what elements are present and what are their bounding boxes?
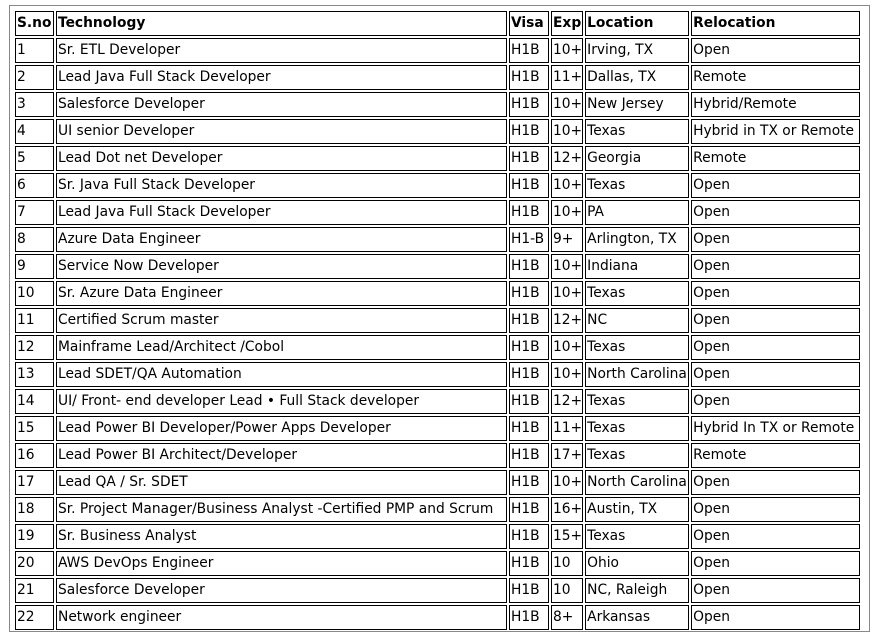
cell-sno: 7 xyxy=(15,200,54,225)
cell-technology: AWS DevOps Engineer xyxy=(56,551,507,576)
cell-sno: 5 xyxy=(15,146,54,171)
cell-exp: 10+ xyxy=(551,281,583,306)
cell-technology: Lead Power BI Architect/Developer xyxy=(56,443,507,468)
cell-relocation: Open xyxy=(691,281,860,306)
cell-technology: Lead SDET/QA Automation xyxy=(56,362,507,387)
cell-relocation: Remote xyxy=(691,443,860,468)
requirements-table-frame xyxy=(9,5,870,632)
cell-exp: 12+ xyxy=(551,389,583,414)
cell-relocation: Open xyxy=(691,389,860,414)
cell-location: Indiana xyxy=(585,254,689,279)
table-row xyxy=(15,200,860,225)
cell-visa: H1B xyxy=(509,146,549,171)
table-row xyxy=(15,470,860,495)
cell-location: North Carolina xyxy=(585,362,689,387)
table-row xyxy=(15,173,860,198)
cell-exp: 12+ xyxy=(551,308,583,333)
cell-exp: 10+ xyxy=(551,470,583,495)
table-row xyxy=(15,362,860,387)
table-row xyxy=(15,227,860,252)
cell-location: New Jersey xyxy=(585,92,689,117)
table-row xyxy=(15,65,860,90)
cell-exp: 10+ xyxy=(551,200,583,225)
cell-location: Texas xyxy=(585,389,689,414)
cell-visa: H1B xyxy=(509,605,549,630)
cell-sno: 11 xyxy=(15,308,54,333)
cell-sno: 10 xyxy=(15,281,54,306)
cell-technology: Network engineer xyxy=(56,605,507,630)
cell-technology: Lead Dot net Developer xyxy=(56,146,507,171)
cell-technology: Sr. Project Manager/Business Analyst -Certified PMP and Scrum xyxy=(56,497,507,522)
cell-exp: 10+ xyxy=(551,335,583,360)
cell-visa: H1B xyxy=(509,362,549,387)
cell-exp: 10+ xyxy=(551,173,583,198)
cell-exp: 8+ xyxy=(551,605,583,630)
cell-technology: Sr. ETL Developer xyxy=(56,38,507,63)
cell-location: Ohio xyxy=(585,551,689,576)
cell-location: Irving, TX xyxy=(585,38,689,63)
cell-relocation: Remote xyxy=(691,146,860,171)
table-row xyxy=(15,605,860,630)
cell-visa: H1B xyxy=(509,173,549,198)
table-row xyxy=(15,281,860,306)
cell-location: PA xyxy=(585,200,689,225)
cell-technology: Service Now Developer xyxy=(56,254,507,279)
cell-sno: 19 xyxy=(15,524,54,549)
cell-visa: H1B xyxy=(509,92,549,117)
cell-technology: Lead Java Full Stack Developer xyxy=(56,65,507,90)
cell-technology: Salesforce Developer xyxy=(56,92,507,117)
cell-visa: H1B xyxy=(509,119,549,144)
cell-relocation: Open xyxy=(691,227,860,252)
table-row xyxy=(15,443,860,468)
cell-exp: 10+ xyxy=(551,119,583,144)
cell-relocation: Open xyxy=(691,200,860,225)
table-row xyxy=(15,389,860,414)
cell-relocation: Hybrid/Remote xyxy=(691,92,860,117)
cell-sno: 16 xyxy=(15,443,54,468)
cell-visa: H1B xyxy=(509,524,549,549)
cell-technology: Certified Scrum master xyxy=(56,308,507,333)
table-row xyxy=(15,416,860,441)
cell-technology: Mainframe Lead/Architect /Cobol xyxy=(56,335,507,360)
cell-location: Texas xyxy=(585,281,689,306)
cell-location: Texas xyxy=(585,173,689,198)
cell-sno: 8 xyxy=(15,227,54,252)
cell-sno: 14 xyxy=(15,389,54,414)
cell-relocation: Open xyxy=(691,308,860,333)
cell-relocation: Open xyxy=(691,254,860,279)
cell-exp: 10 xyxy=(551,578,583,603)
cell-exp: 12+ xyxy=(551,146,583,171)
cell-visa: H1B xyxy=(509,470,549,495)
cell-sno: 17 xyxy=(15,470,54,495)
cell-location: NC xyxy=(585,308,689,333)
cell-technology: UI senior Developer xyxy=(56,119,507,144)
cell-sno: 1 xyxy=(15,38,54,63)
cell-exp: 11+ xyxy=(551,65,583,90)
cell-relocation: Open xyxy=(691,497,860,522)
cell-visa: H1B xyxy=(509,551,549,576)
cell-visa: H1B xyxy=(509,254,549,279)
cell-visa: H1B xyxy=(509,416,549,441)
cell-visa: H1B xyxy=(509,335,549,360)
table-row xyxy=(15,551,860,576)
cell-technology: Sr. Business Analyst xyxy=(56,524,507,549)
cell-sno: 20 xyxy=(15,551,54,576)
cell-technology: Lead QA / Sr. SDET xyxy=(56,470,507,495)
cell-exp: 16+ xyxy=(551,497,583,522)
cell-technology: Azure Data Engineer xyxy=(56,227,507,252)
cell-location: Texas xyxy=(585,335,689,360)
table-row xyxy=(15,119,860,144)
cell-visa: H1B xyxy=(509,200,549,225)
cell-visa: H1-B xyxy=(509,227,549,252)
cell-relocation: Hybrid in TX or Remote xyxy=(691,119,860,144)
cell-exp: 10+ xyxy=(551,92,583,117)
cell-location: Arlington, TX xyxy=(585,227,689,252)
table-row xyxy=(15,524,860,549)
table-row xyxy=(15,497,860,522)
cell-technology: Lead Power BI Developer/Power Apps Developer xyxy=(56,416,507,441)
cell-relocation: Open xyxy=(691,470,860,495)
table-header-row xyxy=(15,11,860,36)
cell-sno: 18 xyxy=(15,497,54,522)
cell-exp: 9+ xyxy=(551,227,583,252)
table-row xyxy=(15,578,860,603)
cell-technology: Lead Java Full Stack Developer xyxy=(56,200,507,225)
cell-relocation: Open xyxy=(691,173,860,198)
cell-visa: H1B xyxy=(509,308,549,333)
cell-location: Georgia xyxy=(585,146,689,171)
cell-exp: 15+ xyxy=(551,524,583,549)
cell-sno: 22 xyxy=(15,605,54,630)
cell-visa: H1B xyxy=(509,281,549,306)
cell-exp: 11+ xyxy=(551,416,583,441)
cell-visa: H1B xyxy=(509,578,549,603)
cell-location: Texas xyxy=(585,416,689,441)
cell-relocation: Open xyxy=(691,605,860,630)
cell-visa: H1B xyxy=(509,497,549,522)
header-sno: S.no xyxy=(15,11,54,36)
cell-relocation: Open xyxy=(691,524,860,549)
cell-sno: 12 xyxy=(15,335,54,360)
header-technology: Technology xyxy=(56,11,507,36)
cell-sno: 4 xyxy=(15,119,54,144)
cell-sno: 15 xyxy=(15,416,54,441)
cell-exp: 10 xyxy=(551,551,583,576)
cell-relocation: Open xyxy=(691,578,860,603)
cell-visa: H1B xyxy=(509,389,549,414)
cell-technology: Sr. Azure Data Engineer xyxy=(56,281,507,306)
cell-relocation: Remote xyxy=(691,65,860,90)
header-location: Location xyxy=(585,11,689,36)
cell-sno: 3 xyxy=(15,92,54,117)
cell-technology: Salesforce Developer xyxy=(56,578,507,603)
cell-exp: 17+ xyxy=(551,443,583,468)
cell-location: Texas xyxy=(585,443,689,468)
cell-technology: UI/ Front- end developer Lead • Full Stack developer xyxy=(56,389,507,414)
table-row xyxy=(15,92,860,117)
cell-relocation: Open xyxy=(691,38,860,63)
table-row xyxy=(15,146,860,171)
cell-technology: Sr. Java Full Stack Developer xyxy=(56,173,507,198)
cell-sno: 6 xyxy=(15,173,54,198)
cell-location: Arkansas xyxy=(585,605,689,630)
cell-sno: 13 xyxy=(15,362,54,387)
cell-sno: 2 xyxy=(15,65,54,90)
table-row xyxy=(15,335,860,360)
table-row xyxy=(15,308,860,333)
cell-location: Texas xyxy=(585,524,689,549)
header-exp: Exp xyxy=(551,11,583,36)
cell-location: Texas xyxy=(585,119,689,144)
cell-location: NC, Raleigh xyxy=(585,578,689,603)
cell-location: North Carolina xyxy=(585,470,689,495)
cell-visa: H1B xyxy=(509,38,549,63)
table-row xyxy=(15,254,860,279)
cell-visa: H1B xyxy=(509,65,549,90)
cell-visa: H1B xyxy=(509,443,549,468)
table-body xyxy=(15,38,860,630)
cell-location: Austin, TX xyxy=(585,497,689,522)
cell-exp: 10+ xyxy=(551,38,583,63)
requirements-table xyxy=(13,9,862,632)
cell-sno: 21 xyxy=(15,578,54,603)
table-row xyxy=(15,38,860,63)
cell-location: Dallas, TX xyxy=(585,65,689,90)
cell-relocation: Hybrid In TX or Remote xyxy=(691,416,860,441)
cell-exp: 10+ xyxy=(551,254,583,279)
cell-relocation: Open xyxy=(691,335,860,360)
cell-sno: 9 xyxy=(15,254,54,279)
header-visa: Visa xyxy=(509,11,549,36)
cell-relocation: Open xyxy=(691,551,860,576)
header-relocation: Relocation xyxy=(691,11,860,36)
cell-exp: 10+ xyxy=(551,362,583,387)
cell-relocation: Open xyxy=(691,362,860,387)
